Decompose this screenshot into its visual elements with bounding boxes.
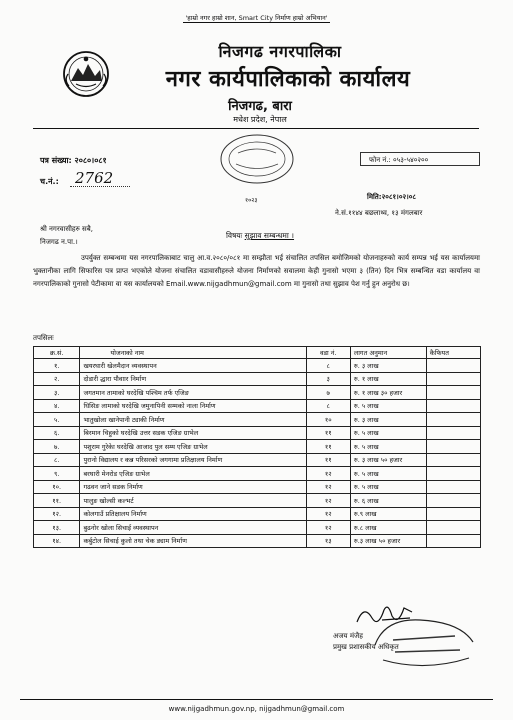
table-row (34, 507, 481, 521)
table-row (34, 453, 481, 467)
header-divider (33, 128, 479, 129)
cell-remarks (426, 480, 480, 494)
cell-project: जगतमान तामाको घरदेखि पश्चिम तर्फ एजिङ (80, 386, 306, 400)
slogan-text: 'हाम्रो नगर हाम्रो शान, Smart City निर्माण हाम्रो अभियान' (185, 14, 328, 22)
cell-ward: १२ (306, 494, 350, 508)
col-header-cost: लागत अनुमान (350, 347, 426, 359)
subject-text: सुझाव सम्बन्धमा । (244, 231, 295, 240)
footer-divider (20, 699, 493, 700)
cell-sn: ३. (34, 386, 80, 400)
table-row (34, 494, 481, 508)
cell-cost: रु. ५ लाख (350, 426, 426, 440)
cell-cost: रु. ३ लाख (350, 413, 426, 427)
cell-sn: ९. (34, 467, 80, 481)
cell-project: दोडारी द्धारा पौवाार निर्माण (80, 372, 306, 386)
cell-remarks (426, 386, 480, 400)
cell-sn: ११. (34, 494, 80, 508)
cell-ward: १२ (306, 507, 350, 521)
stamp-number: १०२३ (245, 197, 258, 204)
cell-cost: रु. ३ लाख (350, 359, 426, 373)
cell-remarks (426, 507, 480, 521)
cell-cost: रु. ३ लाख ५० हजार (350, 453, 426, 467)
date: मिति:२०८१।०२।०८ (367, 193, 417, 201)
cell-project: कर्बुटोल सिचाई कुलो तथा चेक ड्याम निर्माण (80, 534, 306, 548)
table-row (34, 386, 481, 400)
nepal-emblem-icon (62, 50, 110, 98)
cell-ward: ११ (306, 453, 350, 467)
signatory-name: अजय मंजैह (333, 632, 363, 640)
tapasil-label: तपसिलः (33, 334, 54, 342)
signatory-designation: प्रमुख प्रशासकीय अधिकृत (333, 643, 399, 651)
cell-sn: ७. (34, 440, 80, 454)
cell-remarks (426, 440, 480, 454)
cell-sn: १. (34, 359, 80, 373)
cell-remarks (426, 494, 480, 508)
cell-ward: १२ (306, 467, 350, 481)
table-row (34, 480, 481, 494)
body-text: उपर्युक्त सम्बन्धमा यस नगरपालिकाबाट चालु आ.व.२०८०/०८१ मा सम्झौता भई संचालित तपसिल बमोजिमको योजनाहरुको कार्य सम्पन्न भई यस कार्यालयमा भुक्तानीका लागि सिफारिस पत्र प्राप्त भएकोले योजना संचालित वडावासीहरुले योजना निर्माणको सवालमा केही गुनासो भएमा ३ (तिन) दिन भित्र सम्बन्धित वडा कार्यालय वा नगरपालिकाको गुनासो पेटीकामा वा यस कार्यालयको Email.www.nijgadhmun@gmail.com मा गुनासो तथा सुझाव पेश गर्नु हुन अनुरोध छ। (33, 254, 480, 288)
chalani-label: च.नं.: (40, 177, 59, 186)
cell-remarks (426, 534, 480, 548)
cell-ward: ३ (306, 372, 350, 386)
addressee-line-2: निजगढ न.पा.। (40, 238, 78, 246)
subject-line (140, 231, 380, 241)
col-header-ward: वडा नं. (306, 347, 350, 359)
phone-box: फोन नं.: ०५३-५४०२०० (360, 152, 480, 166)
cell-sn: ५. (34, 413, 80, 427)
cell-project: खयरघारी खेलमैदान व्यवस्थापन (80, 359, 306, 373)
cell-project: कोलगाउँ प्रतिक्षालय निर्माण (80, 507, 306, 521)
cell-ward: १२ (306, 521, 350, 535)
cell-remarks (426, 413, 480, 427)
table-row (34, 440, 481, 454)
chalani-number: 2762 (75, 169, 114, 187)
cell-cost: रु.३ लाख ५० हजार (350, 534, 426, 548)
office-title: नगर कार्यपालिकाको कार्यालय (165, 67, 411, 92)
table-row (34, 521, 481, 535)
address-city: निजगढ, बारा (228, 99, 292, 114)
office-stamp-icon (216, 131, 298, 191)
official-seal-icon (365, 610, 485, 680)
table-row (34, 372, 481, 386)
table-row (34, 359, 481, 373)
col-header-project: योजनाको नाम (80, 347, 306, 359)
cell-remarks (426, 359, 480, 373)
cell-project: बिरमान चिहुको घरदेखि उत्तर सडक एजिङ ग्राभेल (80, 426, 306, 440)
table-header-row (34, 347, 481, 359)
cell-remarks (426, 399, 480, 413)
cell-cost: रु. १ लाख (350, 372, 426, 386)
cell-remarks (426, 521, 480, 535)
cell-project: पालुङ खोल्सी कल्भर्ट (80, 494, 306, 508)
col-header-sn: क्र.सं. (34, 347, 80, 359)
cell-ward: १० (306, 413, 350, 427)
cell-ward: ११ (306, 440, 350, 454)
patra-sankhya: पत्र संख्या: २०८०।०८१ (40, 156, 107, 165)
cell-ward: ११ (306, 426, 350, 440)
cell-project: बुढनोर खोला सिचाई व्यवस्थापन (80, 521, 306, 535)
cell-ward: ७ (306, 386, 350, 400)
table-row (34, 413, 481, 427)
cell-cost: रु. ५ लाख (350, 440, 426, 454)
cell-remarks (426, 467, 480, 481)
cell-sn: ८. (34, 453, 80, 467)
cell-sn: १२. (34, 507, 80, 521)
cell-project: गढवन जाने सडक निर्माण (80, 480, 306, 494)
cell-sn: १०. (34, 480, 80, 494)
cell-sn: ४. (34, 399, 80, 413)
slogan (0, 13, 513, 22)
cell-project: बरघारी मेनरोड एजिङ ग्राभेल (80, 467, 306, 481)
cell-cost: रु. ५ लाख (350, 399, 426, 413)
addressee-line-1: श्री नगरवासीहरु सबै, (40, 225, 94, 233)
cell-remarks (426, 372, 480, 386)
cell-sn: २. (34, 372, 80, 386)
chalani-underline (70, 186, 130, 187)
cell-sn: ६. (34, 426, 80, 440)
address-region: मधेश प्रदेश, नेपाल (233, 115, 287, 124)
body-paragraph (33, 252, 480, 291)
subject-label: विषयः (225, 231, 243, 240)
cell-project: पुरानो विद्यालय र कन्न परिसरको जगगामा प्रतिक्षालय निर्माण (80, 453, 306, 467)
cell-project: धिसिङ लामाको घरदेखि जमुनापिनी सम्मको नाला निर्माण (80, 399, 306, 413)
table-row (34, 399, 481, 413)
table-row (34, 467, 481, 481)
cell-ward: ८ (306, 399, 350, 413)
cell-project: भातुखोला खानेपानी ट्याकी निर्माण (80, 413, 306, 427)
cell-cost: रु.८ लाख (350, 521, 426, 535)
cell-sn: १४. (34, 534, 80, 548)
cell-cost: रु. ५ लाख (350, 480, 426, 494)
cell-sn: १३. (34, 521, 80, 535)
municipality-name: निजगढ नगरपालिका (218, 42, 342, 61)
cell-project: पशुराम गुरेकेा घरदेखि आजाद पुल सम्म एजिङ ग्राभेल (80, 440, 306, 454)
nepal-sambat-date: ने.सं.११४४ बछलाथ्व, १३ मंगलबार (335, 209, 423, 217)
cell-ward: ८ (306, 359, 350, 373)
cell-cost: रु.९ लाख (350, 507, 426, 521)
cell-cost: रु. ६ लाख (350, 494, 426, 508)
cell-remarks (426, 453, 480, 467)
cell-ward: १२ (306, 480, 350, 494)
cell-remarks (426, 426, 480, 440)
table-row (34, 426, 481, 440)
cell-ward: १३ (306, 534, 350, 548)
cell-cost: रु. ५ लाख (350, 467, 426, 481)
table-row (34, 534, 481, 548)
cell-cost: रु. १ लाख ३० हजार (350, 386, 426, 400)
footer-contact: www.nijgadhmun.gov.np, nijgadhmun@gmail.com (168, 705, 345, 713)
project-table (33, 346, 481, 548)
col-header-remarks: कैफियत (426, 347, 480, 359)
